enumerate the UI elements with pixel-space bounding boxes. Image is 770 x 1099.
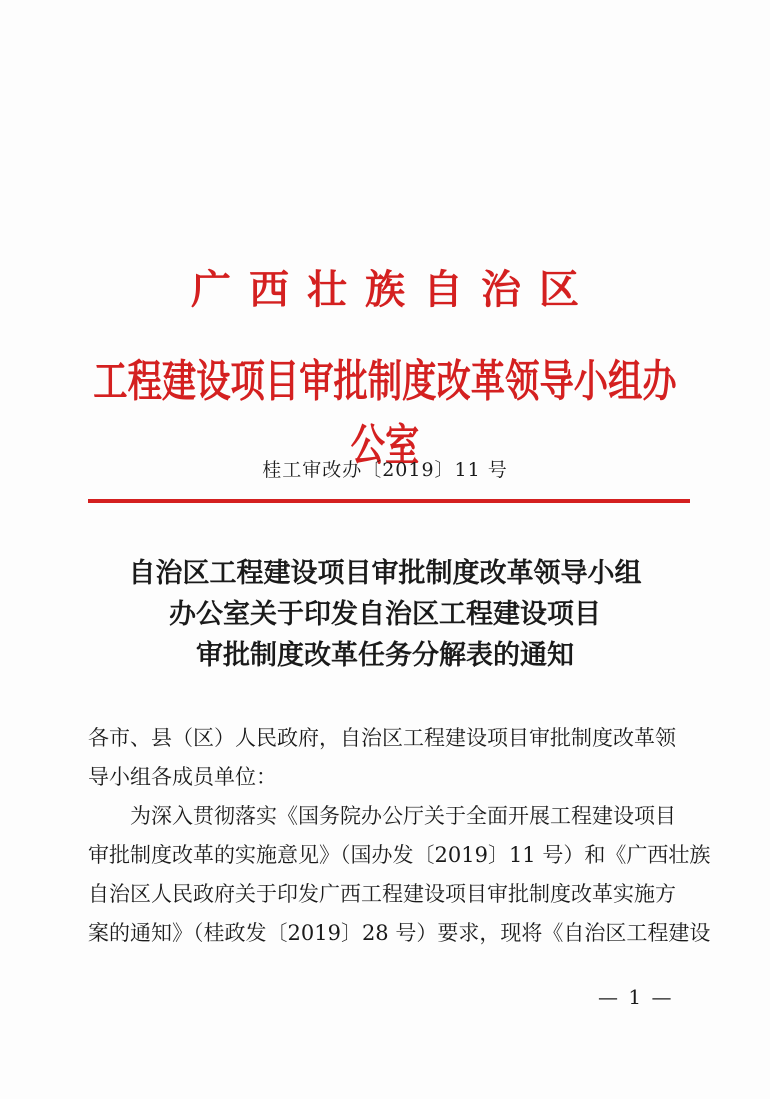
body-line: 导小组各成员单位： [88, 765, 277, 789]
issuing-org-line1: 广西壮族自治区 [191, 266, 597, 313]
document-number: 桂工审改办〔2019〕11 号 [262, 459, 508, 481]
document-title [0, 553, 770, 676]
body-line: 各市、县（区）人民政府，自治区工程建设项目审批制度改革领 [88, 726, 676, 750]
body-line: 案的通知》（桂政发〔2019〕28 号）要求，现将《自治区工程建设 [88, 921, 711, 945]
page-number: — 1 — [598, 985, 674, 1009]
issuing-org-line2: 工程建设项目审批制度改革领导小组办公室 [93, 356, 677, 471]
body-line: 审批制度改革的实施意见》（国办发〔2019〕11 号）和《广西壮族 [88, 843, 711, 867]
title-line: 办公室关于印发自治区工程建设项目 [169, 599, 601, 630]
document-body [88, 719, 711, 953]
red-divider-line [88, 499, 690, 503]
body-line: 自治区人民政府关于印发广西工程建设项目审批制度改革实施方 [88, 882, 676, 906]
title-line: 审批制度改革任务分解表的通知 [196, 640, 574, 671]
title-line: 自治区工程建设项目审批制度改革领导小组 [128, 558, 642, 589]
body-line: 为深入贯彻落实《国务院办公厅关于全面开展工程建设项目 [130, 804, 676, 828]
